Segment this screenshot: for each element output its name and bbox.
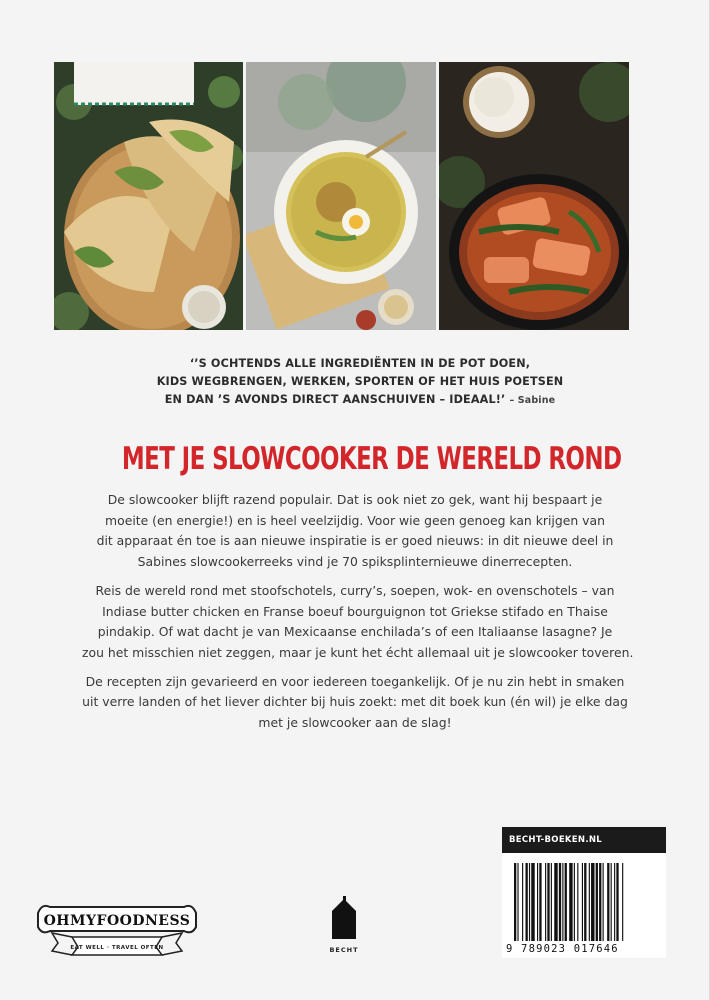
becht-wordmark: BECHT <box>329 946 359 954</box>
barcode-bar <box>559 863 561 941</box>
barcode-bar <box>584 863 586 941</box>
barcode-bar <box>569 863 572 941</box>
blurb-line: dit apparaat én toe is aan nieuwe inspiratie is er goed nieuws: in dit nieuwe deel in <box>96 533 614 549</box>
photo-wraps <box>54 62 243 330</box>
barcode-bar <box>547 863 549 941</box>
barcode-bar <box>607 863 609 941</box>
blurb-line: moeite (en energie!) en is heel veelzijdig. Voor wie geen genoeg kan krijgen van <box>105 512 605 528</box>
ohmyfoodness-logo <box>32 893 202 963</box>
barcode-bar <box>554 863 557 941</box>
blurb-paragraph <box>82 581 634 664</box>
barcode-bar <box>616 863 618 941</box>
blurb-line: De recepten zijn gevarieerd en voor iedereen toegankelijk. Of je nu zin hebt in smaken <box>85 673 625 689</box>
blurb-line: uit verre landen of het liever dichter bij huis zoekt: met dit boek kun (én wil) je elke dag <box>82 694 628 710</box>
quote-line: KIDS WEGBRENGEN, WERKEN, SPORTEN OF HET HUIS POETSEN <box>156 375 564 388</box>
barcode-bar <box>562 863 563 941</box>
headline: MET JE SLOWCOOKER DE WERELD ROND <box>121 441 622 477</box>
barcode-bar <box>582 863 583 941</box>
isbn-digits: 9 789023 017646 <box>506 943 619 955</box>
barcode-bar <box>531 863 534 941</box>
barcode-bar <box>529 863 530 941</box>
barcode-bar <box>551 863 552 941</box>
photo-soup <box>246 62 436 330</box>
blurb-paragraph <box>82 490 628 573</box>
barcode-bar <box>545 863 546 941</box>
barcode-bar <box>537 863 538 941</box>
barcode-bar <box>522 863 523 941</box>
blurb-line: Indiase butter chicken en Franse boeuf bourguignon tot Griekse stifado en Thaise <box>102 603 608 619</box>
barcode-bar <box>599 863 601 941</box>
blurb-line: Reis de wereld rond met stoofschotels, curry’s, soepen, wok- en ovenschotels – van <box>95 582 615 598</box>
blurb-line: Sabines slowcookerreeks vind je 70 spiksplinternieuwe dinerrecepten. <box>137 554 573 570</box>
barcode-bar <box>611 863 612 941</box>
barcode-bar <box>614 863 615 941</box>
quote-line: ‘’S OCHTENDS ALLE INGREDIËNTEN IN DE POT DOEN, <box>189 357 531 370</box>
becht-logo <box>329 893 359 963</box>
barcode-bar <box>591 863 594 941</box>
barcode-bar <box>565 863 567 941</box>
barcode-bar <box>596 863 598 941</box>
quote-line-text: EN DAN ’S AVONDS DIRECT AANSCHUIVEN – IDEAAL!’ <box>164 393 506 406</box>
blurb-line: De slowcooker blijft razend populair. Dat is ook niet zo gek, want hij bespaart je <box>107 492 603 507</box>
svg-text:OHMYFOODNESS: OHMYFOODNESS <box>43 913 191 929</box>
barcode-block <box>502 827 666 958</box>
photo-salmon-pan <box>439 62 629 330</box>
blurb-line: zou het misschien niet zeggen, maar je kunt het écht allemaal uit je slowcooker toveren. <box>82 644 634 660</box>
quote-attribution: – Sabine <box>509 395 556 406</box>
barcode-bar <box>526 863 528 941</box>
house-icon <box>329 893 359 943</box>
blurb-line: met je slowcooker aan de slag! <box>258 715 452 731</box>
barcode-bar <box>517 863 518 941</box>
quote-line <box>100 391 620 410</box>
barcode-bar <box>589 863 590 941</box>
blurb-paragraph <box>82 672 628 734</box>
barcode-bar <box>622 863 623 941</box>
barcode-bar <box>603 863 604 941</box>
barcode-bar <box>514 863 516 941</box>
blurb-line: pindakip. Of wat dacht je van Mexicaanse enchilada’s of een Italiaanse lasagne? Je <box>97 624 613 640</box>
barcode-bar <box>574 863 575 941</box>
barcode-bar <box>577 863 578 941</box>
barcode-header: BECHT-BOEKEN.NL <box>502 827 666 853</box>
svg-text:EAT WELL · TRAVEL OFTEN: EAT WELL · TRAVEL OFTEN <box>70 945 164 951</box>
blurb <box>82 490 634 742</box>
barcode-bar <box>539 863 541 941</box>
barcode <box>512 863 657 941</box>
cover-quote <box>100 355 620 410</box>
